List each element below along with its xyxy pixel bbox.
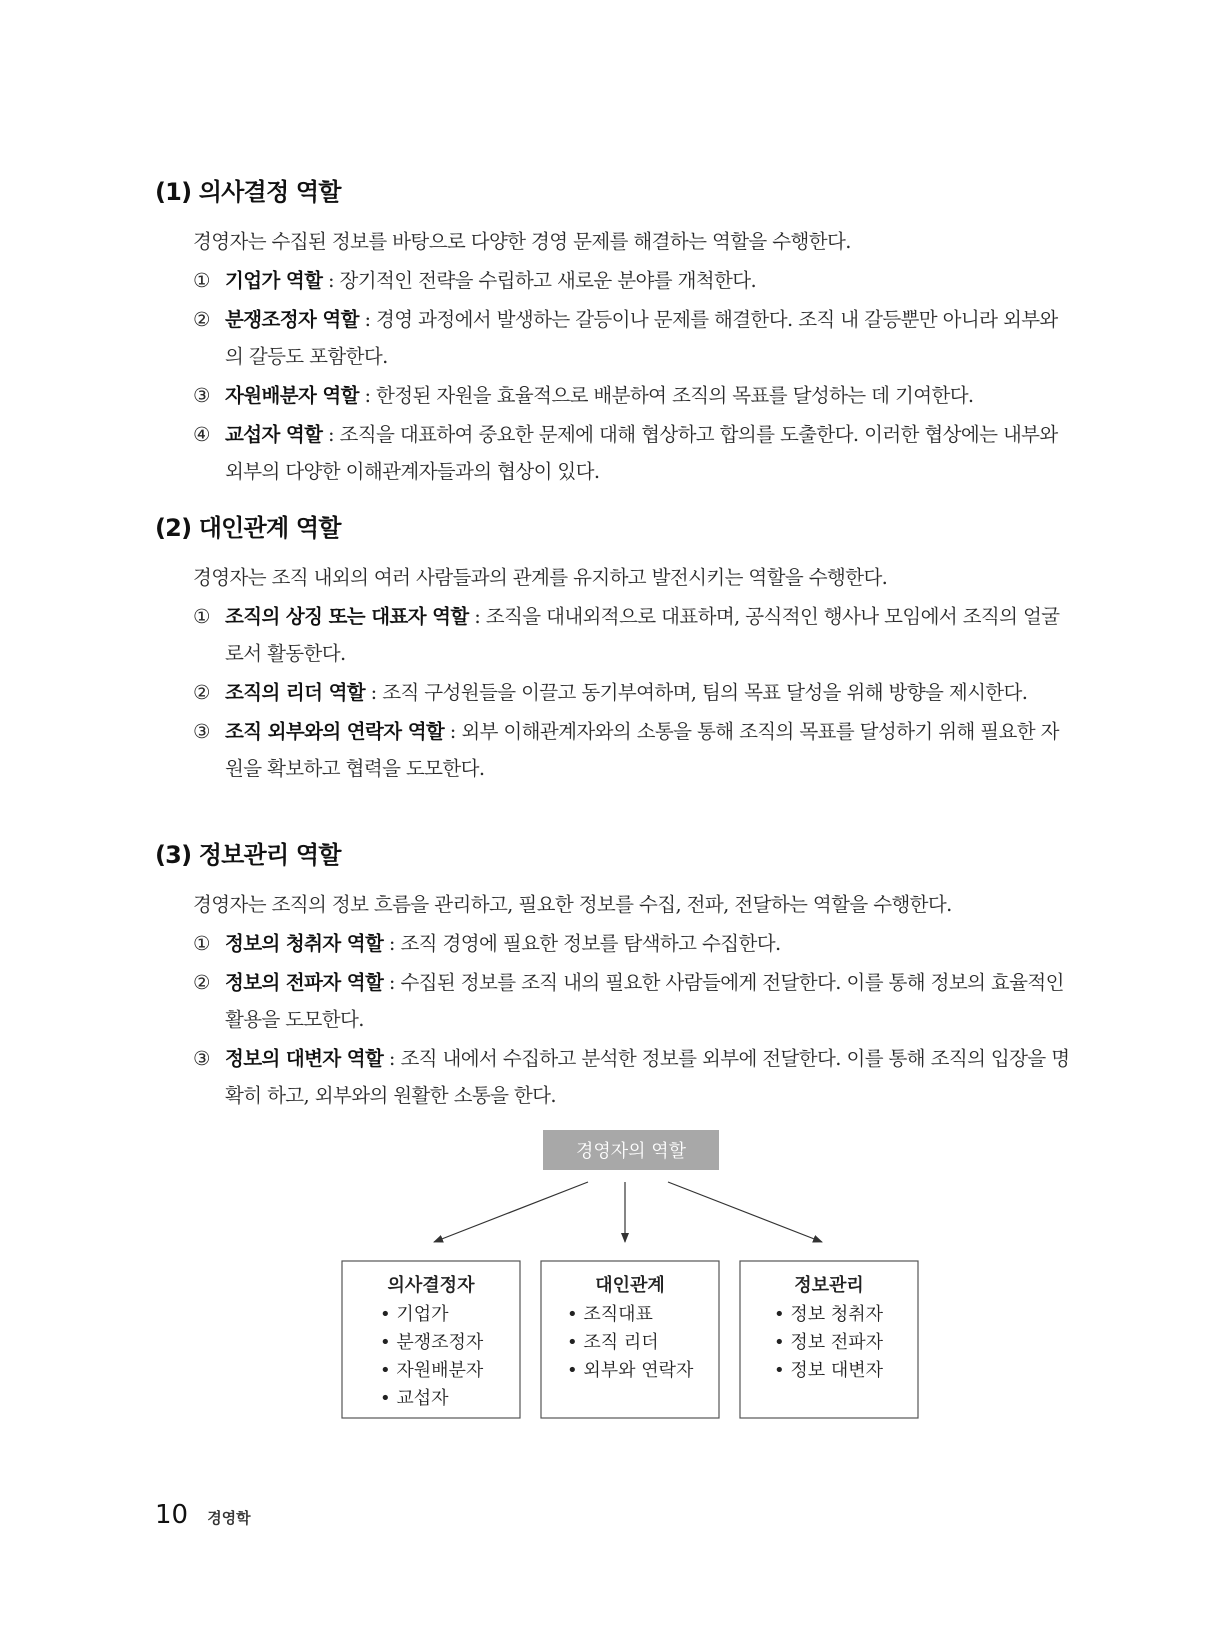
section-intro: 경영자는 조직 내외의 여러 사람들과의 관계를 유지하고 발전시키는 역할을 수행한다. <box>193 566 888 589</box>
item-desc: : 조직을 대표하여 중요한 문제에 대해 협상하고 합의를 도출한다. 이러한 협상에는 내부와 외부의 다양한 이해관계자들과의 협상이 있다. <box>225 423 1058 483</box>
item-title: 기업가 역할 <box>225 269 323 292</box>
section-heading: (1) 의사결정 역할 <box>155 178 341 206</box>
arrow-to-decision <box>434 1182 588 1242</box>
item-desc: : 경영 과정에서 발생하는 갈등이나 문제를 해결한다. 조직 내 갈등뿐만 아니라 외부와의 갈등도 포함한다. <box>225 308 1058 368</box>
item-desc: : 장기적인 전략을 수립하고 새로운 분야를 개척한다. <box>322 269 757 292</box>
diagram-box-title: 의사결정자 <box>387 1275 475 1296</box>
diagram-bullet-item: • 기업가 <box>380 1304 449 1325</box>
diagram-bullet-item: • 정보 전파자 <box>774 1332 884 1353</box>
diagram-item-text: 정보 대변자 <box>790 1360 884 1381</box>
item-number: ③ <box>193 1047 210 1070</box>
diagram-item-text: 자원배분자 <box>396 1360 484 1381</box>
section-heading: (3) 정보관리 역할 <box>155 841 341 869</box>
section-intro: 경영자는 조직의 정보 흐름을 관리하고, 필요한 정보를 수집, 전파, 전달하는 역할을 수행한다. <box>193 893 952 916</box>
section-heading: (2) 대인관계 역할 <box>155 514 341 542</box>
diagram-item-text: 외부와 연락자 <box>583 1360 694 1381</box>
item-title: 조직의 리더 역할 <box>225 681 366 704</box>
diagram-bullet-item: • 정보 청취자 <box>774 1304 884 1325</box>
diagram-bullet-item: • 외부와 연락자 <box>567 1360 694 1381</box>
item-title: 교섭자 역할 <box>225 423 323 446</box>
diagram-box-title: 대인관계 <box>595 1275 665 1296</box>
item-number: ① <box>193 605 210 628</box>
diagram-item-text: 기업가 <box>396 1304 449 1325</box>
diagram-item-text: 정보 청취자 <box>790 1304 884 1325</box>
item-title: 분쟁조정자 역할 <box>225 308 359 331</box>
item-title: 조직 외부와의 연락자 역할 <box>225 720 445 743</box>
diagram-bullet-item: • 조직대표 <box>567 1304 653 1325</box>
item-desc: : 한정된 자원을 효율적으로 배분하여 조직의 목표를 달성하는 데 기여한다. <box>358 384 974 407</box>
diagram-item-text: 정보 전파자 <box>790 1332 884 1353</box>
item-number: ① <box>193 932 210 955</box>
item-title: 조직의 상징 또는 대표자 역할 <box>225 605 469 628</box>
item-number: ① <box>193 269 210 292</box>
diagram-bullet-item: • 조직 리더 <box>567 1332 659 1353</box>
item-desc: : 조직 경영에 필요한 정보를 탐색하고 수집한다. <box>383 932 781 955</box>
diagram-root-label: 경영자의 역할 <box>575 1141 687 1162</box>
item-number: ② <box>193 681 210 704</box>
arrow-to-information <box>668 1182 822 1242</box>
item-desc: : 수집된 정보를 조직 내의 필요한 사람들에게 전달한다. 이를 통해 정보의 효율적인 활용을 도모한다. <box>225 971 1064 1031</box>
diagram-bullet-item: • 교섭자 <box>380 1388 449 1409</box>
item-number: ③ <box>193 720 210 743</box>
diagram-item-text: 교섭자 <box>396 1388 449 1409</box>
book-title: 경영학 <box>207 1509 251 1527</box>
diagram-bullet-item: • 분쟁조정자 <box>380 1332 484 1353</box>
diagram-item-text: 조직대표 <box>583 1304 653 1325</box>
item-title: 정보의 전파자 역할 <box>225 971 384 994</box>
item-number: ③ <box>193 384 210 407</box>
item-desc: : 조직을 대내외적으로 대표하며, 공식적인 행사나 모임에서 조직의 얼굴로서 활동한다. <box>225 605 1060 665</box>
diagram-bullet-item: • 정보 대변자 <box>774 1360 884 1381</box>
page-number: 10 <box>155 1500 189 1530</box>
diagram-item-text: 조직 리더 <box>583 1332 659 1353</box>
diagram-bullet-item: • 자원배분자 <box>380 1360 484 1381</box>
item-desc: : 외부 이해관계자와의 소통을 통해 조직의 목표를 달성하기 위해 필요한 자원을 확보하고 협력을 도모한다. <box>225 720 1059 780</box>
item-desc: : 조직 내에서 수집하고 분석한 정보를 외부에 전달한다. 이를 통해 조직의 입장을 명확히 하고, 외부와의 원활한 소통을 한다. <box>225 1047 1070 1107</box>
item-title: 정보의 청취자 역할 <box>225 932 384 955</box>
diagram-item-text: 분쟁조정자 <box>396 1332 484 1353</box>
item-title: 정보의 대변자 역할 <box>225 1047 384 1070</box>
item-number: ② <box>193 308 210 331</box>
item-number: ④ <box>193 423 210 446</box>
diagram-box-title: 정보관리 <box>794 1275 864 1296</box>
section-intro: 경영자는 수집된 정보를 바탕으로 다양한 경영 문제를 해결하는 역할을 수행한다. <box>193 230 851 253</box>
item-desc: : 조직 구성원들을 이끌고 동기부여하며, 팀의 목표 달성을 위해 방향을 제시한다. <box>365 681 1028 704</box>
item-number: ② <box>193 971 210 994</box>
page-footer <box>155 1500 251 1530</box>
item-title: 자원배분자 역할 <box>225 384 359 407</box>
